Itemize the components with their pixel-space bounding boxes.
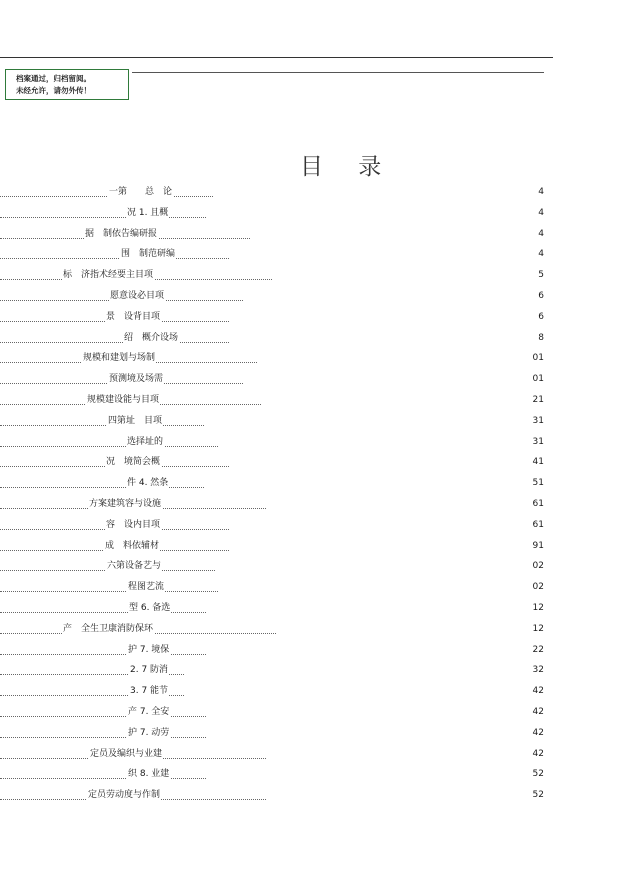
toc-entry-label[interactable]: 护 7. 动劳 [128, 728, 170, 738]
toc-entry-page-number: 01 [532, 374, 544, 384]
toc-entry-label[interactable]: 绍 概介设场 [124, 333, 179, 343]
toc-entry-page-number: 01 [532, 353, 544, 363]
toc-leader-dots [0, 653, 206, 655]
toc-entry-page-number: 12 [532, 603, 544, 613]
toc-entry-page-number: 42 [532, 707, 544, 717]
toc-entry-page-number: 4 [538, 208, 544, 218]
toc-entry-page-number: 8 [538, 333, 544, 343]
toc-entry-page-number: 31 [532, 416, 544, 426]
toc-leader-dots [0, 611, 206, 613]
toc-entry-page-number: 22 [532, 645, 544, 655]
toc-entry-label[interactable]: 程图艺流 [128, 582, 165, 592]
toc-leader-dots [0, 424, 204, 426]
toc-entry-page-number: 42 [532, 749, 544, 759]
toc-entry-label[interactable]: 3. 7 能节 [130, 686, 169, 696]
toc-entry-label[interactable]: 件 4. 然条 [127, 478, 169, 488]
toc-leader-dots [0, 445, 218, 447]
toc-entry-label[interactable]: 织 8. 业建 [128, 769, 170, 779]
toc-entry-label[interactable]: 六第设备艺与 [107, 561, 162, 571]
toc-leader-dots [0, 257, 229, 259]
toc-entry-page-number: 6 [538, 312, 544, 322]
toc-leader-dots [0, 590, 218, 592]
toc-entry-label[interactable]: 成 料依辅材 [105, 541, 160, 551]
toc-entry-label[interactable]: 方案建筑容与设施 [89, 499, 162, 509]
toc-entry-page-number: 5 [538, 270, 544, 280]
toc-entry-label[interactable]: 定员劳动度与作制 [88, 790, 161, 800]
toc-leader-dots [0, 216, 206, 218]
toc-leader-dots [0, 736, 206, 738]
toc-entry-label[interactable]: 据 制依告编研报 [85, 229, 158, 239]
toc-entry-page-number: 6 [538, 291, 544, 301]
toc-entry-label[interactable]: 容 设内目项 [106, 520, 161, 530]
toc-entry-page-number: 42 [532, 686, 544, 696]
toc-entry-page-number: 41 [532, 457, 544, 467]
toc-entry-label[interactable]: 况 1. 且概 [127, 208, 169, 218]
toc-leader-dots [0, 341, 229, 343]
toc-entry-page-number: 4 [538, 229, 544, 239]
toc-entry-label[interactable]: 围 制范研编 [121, 249, 176, 259]
toc-entry-page-number: 02 [532, 561, 544, 571]
toc-entry-label[interactable]: 选择址的 [127, 437, 164, 447]
notice-line-1: 档案通过，归档留阅。 [16, 74, 91, 83]
toc-entry-label[interactable]: 景 设背目项 [106, 312, 161, 322]
toc-entry-label[interactable]: 预测境及场需 [109, 374, 164, 384]
toc-leader-dots [0, 195, 213, 197]
toc-entry-page-number: 52 [532, 769, 544, 779]
toc-entry-label[interactable]: 规模和建划与场制 [83, 353, 156, 363]
toc-entry-page-number: 12 [532, 624, 544, 634]
toc-entry-label[interactable]: 护 7. 境保 [128, 645, 170, 655]
toc-entry-label[interactable]: 型 6. 备选 [129, 603, 171, 613]
toc-entry-label[interactable]: 2. 7 防消 [130, 665, 169, 675]
toc-entry-page-number: 21 [532, 395, 544, 405]
toc-leader-dots [0, 715, 206, 717]
toc-entry-page-number: 4 [538, 187, 544, 197]
toc-leader-dots [0, 486, 204, 488]
toc-entry-label[interactable]: 标 济指术经要主目项 [63, 270, 154, 280]
toc-entry-page-number: 52 [532, 790, 544, 800]
notice-line-2: 未经允许，请勿外传！ [16, 86, 91, 95]
toc-entry-page-number: 4 [538, 249, 544, 259]
toc-entry-label[interactable]: 规模建设能与目项 [87, 395, 160, 405]
page-title: 目 录 [300, 154, 396, 180]
toc-entry-page-number: 32 [532, 665, 544, 675]
toc-entry-page-number: 61 [532, 499, 544, 509]
toc-entry-page-number: 31 [532, 437, 544, 447]
toc-entry-page-number: 51 [532, 478, 544, 488]
toc-entry-label[interactable]: 产 全生卫康消防保环 [63, 624, 154, 634]
toc-entry-page-number: 02 [532, 582, 544, 592]
toc-entry-page-number: 61 [532, 520, 544, 530]
toc-entry-page-number: 42 [532, 728, 544, 738]
toc-leader-dots [0, 777, 206, 779]
toc-entry-label[interactable]: 定员及编织与业建 [90, 749, 163, 759]
toc-entry-page-number: 91 [532, 541, 544, 551]
toc-entry-label[interactable]: 一第 总 论 [109, 187, 173, 197]
toc-entry-label[interactable]: 况 境简会概 [106, 457, 161, 467]
toc-entry-label[interactable]: 四第址 目项 [108, 416, 163, 426]
toc-entry-label[interactable]: 愿意设必目项 [110, 291, 165, 301]
toc-entry-label[interactable]: 产 7. 全安 [128, 707, 170, 717]
